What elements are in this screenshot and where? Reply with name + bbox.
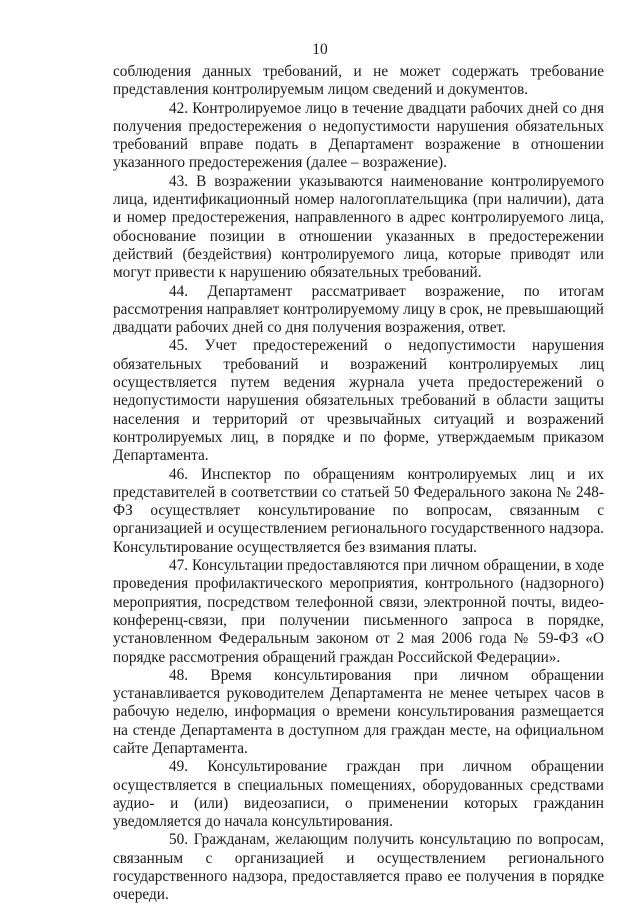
paragraph-46: 46. Инспектор по обращениям контролируемых лиц и их представителей в соответствии со статьей 50 Федерального закона № 248-ФЗ осуществляет консультирование по вопросам, связанным с организацией и осуществлением регионального государственного надзора. Консультирование осуществляется без взимания платы.: [113, 465, 604, 556]
paragraph-49: 49. Консультирование граждан при личном обращении осуществляется в специальных помещениях, оборудованных средствами аудио- и (или) видеозаписи, о применении которых гражданин уведомляется до начала консультирования.: [113, 758, 604, 831]
page-number: 10: [312, 41, 328, 58]
document-body: [113, 63, 604, 905]
paragraph-48: 48. Время консультирования при личном обращении устанавливается руководителем Департамента не менее четырех часов в рабочую неделю, информация о времени консультирования размещается на стенде Департамента в доступном для граждан месте, на официальном сайте Департамента.: [113, 666, 604, 757]
paragraph-42: 42. Контролируемое лицо в течение двадцати рабочих дней со дня получения предостережения о недопустимости нарушения обязательных требований вправе подать в Департамент возражение в отношении указанного предостережения (далее – возражение).: [113, 99, 604, 172]
paragraph-50: 50. Гражданам, желающим получить консультацию по вопросам, связанным с организацией и осуществлением регионального государственного надзора, предоставляется право ее получения в порядке очереди.: [113, 831, 604, 904]
paragraph-45: 45. Учет предостережений о недопустимости нарушения обязательных требований и возражений контролируемых лиц осуществляется путем ведения журнала учета предостережений о недопустимости нарушения обязательных требований в области защиты населения и территорий от чрезвычайных ситуаций и возражений контролируемых лиц, в порядке и по форме, утверждаемым приказом Департамента.: [113, 337, 604, 465]
paragraph-43: 43. В возражении указываются наименование контролируемого лица, идентификационный номер налогоплательщика (при наличии), дата и номер предостережения, направленного в адрес контролируемого лица, обоснование позиции в отношении указанных в предостережении действий (бездействия) контролируемого лица, которые приводят или могут привести к нарушению обязательных требований.: [113, 172, 604, 282]
paragraph-44: 44. Департамент рассматривает возражение, по итогам рассмотрения направляет контролируемому лицу в срок, не превышающий двадцати рабочих дней со дня получения возражения, ответ.: [113, 282, 604, 337]
paragraph-47: 47. Консультации предоставляются при личном обращении, в ходе проведения профилактического мероприятия, контрольного (надзорного) мероприятия, посредством телефонной связи, электронной почты, видео-конференц-связи, при получении письменного запроса в порядке, установленном Федеральным законом от 2 мая 2006 года № 59-ФЗ «О порядке рассмотрения обращений граждан Российской Федерации».: [113, 557, 604, 666]
paragraph-continuation: соблюдения данных требований, и не может содержать требование представления контролируемым лицом сведений и документов.: [113, 63, 604, 99]
